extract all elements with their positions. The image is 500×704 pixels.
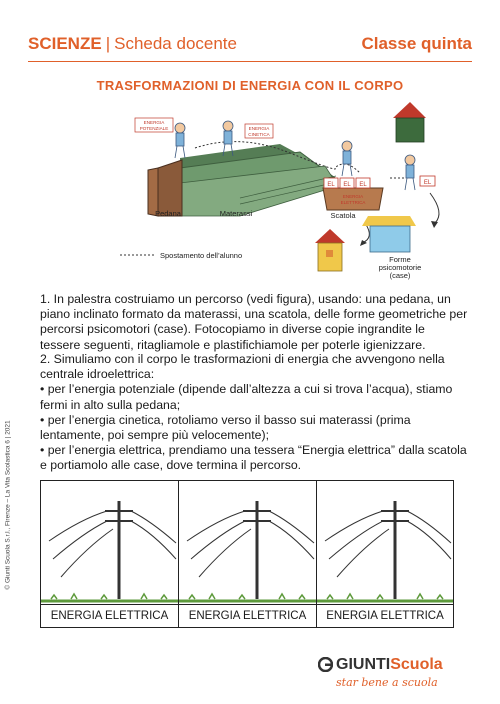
paragraph-2-intro: 2. Simuliamo con il corpo le trasformazioni di energia che avvengono nella centrale idroelettrica: (40, 352, 445, 382)
side-credit: © Giunti Scuola S.r.l., Firenze – La Vita Scolastica 6 | 2021 (4, 420, 12, 590)
energy-card-label: ENERGIA ELETTRICA (41, 604, 178, 628)
forme-line3: (case) (389, 271, 411, 280)
energy-card-1 (41, 481, 178, 627)
label-potential-2: POTENZIALE (139, 126, 169, 131)
power-pole-illustration (179, 481, 316, 604)
box-label-line1: ENERGIA (342, 194, 364, 199)
paragraph-2 (40, 352, 468, 474)
label-potential-1: ENERGIA (143, 120, 165, 125)
house-blue (362, 216, 416, 252)
energy-card-3 (317, 481, 453, 627)
header-rule (28, 61, 472, 62)
giunti-g-icon (318, 657, 333, 672)
bullet-potential: • per l’energia potenziale (dipende dall’altezza a cui si trova l’acqua), stiamo fermi in alto sulla pedana; (40, 382, 453, 412)
mattresses (180, 144, 338, 216)
energy-cards (40, 480, 454, 628)
forme-line2: psicomotorie (378, 263, 422, 272)
label-pedana: Pedana (155, 209, 181, 218)
giunti-logo (318, 656, 458, 692)
card-el-3: EL (359, 182, 367, 188)
course-illustration (100, 98, 450, 283)
page-title: TRASFORMAZIONI DI ENERGIA CON IL CORPO (96, 78, 404, 93)
pedana-platform (148, 160, 182, 216)
logo-brand (336, 656, 443, 674)
forme-line1: Forme (389, 255, 411, 264)
logo-brand-part1: GIUNTI (336, 656, 391, 673)
page-header (28, 34, 472, 58)
energy-card-2 (179, 481, 316, 627)
label-materassi: Materassi (219, 209, 253, 218)
logo-tagline: star bene a scuola (336, 676, 438, 689)
card-el-1: EL (327, 182, 335, 188)
header-subtitle: Scheda docente (114, 34, 237, 53)
header-separator: | (105, 34, 111, 53)
card-el-2: EL (343, 182, 351, 188)
bullet-kinetic: • per l’energia cinetica, rotoliamo verso il basso sui materassi (prima lentamente, poi sempre più velocemente); (40, 412, 411, 443)
box-label-line2: ELETTRICA (340, 200, 366, 205)
paragraph-1: 1. In palestra costruiamo un percorso (vedi figura), usando: una pedana, un piano inclinato formato da materassi, una scatola, delle forme geometriche per percorsi psicomotori (case). Fotocopiamo in diverse copie ingrandite le tessere seguenti, ritagliamole e plastifichiamole per poterle igienizzare. (40, 292, 468, 352)
class-label: Classe quinta (361, 34, 472, 53)
power-pole-illustration (317, 481, 453, 604)
house-green (393, 102, 426, 142)
subject-label: SCIENZE (28, 34, 102, 53)
energy-card-label: ENERGIA ELETTRICA (179, 604, 316, 628)
bullet-electric: • per l’energia elettrica, prendiamo una tessera “Energia elettrica” dalla scatola e portiamolo alle case, dove termina il percorso. (40, 443, 467, 473)
energy-box (323, 178, 383, 210)
energy-card-label: ENERGIA ELETTRICA (317, 604, 453, 628)
power-pole-illustration (41, 481, 178, 604)
house-yellow (315, 229, 345, 271)
header-subject (28, 34, 237, 54)
legend-label: Spostamento dell’alunno (160, 251, 243, 260)
label-scatola: Scatola (330, 211, 356, 220)
card-el-carried: EL (423, 180, 432, 186)
label-kinetic-1: ENERGIA (248, 126, 270, 131)
logo-brand-part2: Scuola (390, 656, 443, 673)
label-kinetic-2: CINETICA (248, 132, 270, 137)
